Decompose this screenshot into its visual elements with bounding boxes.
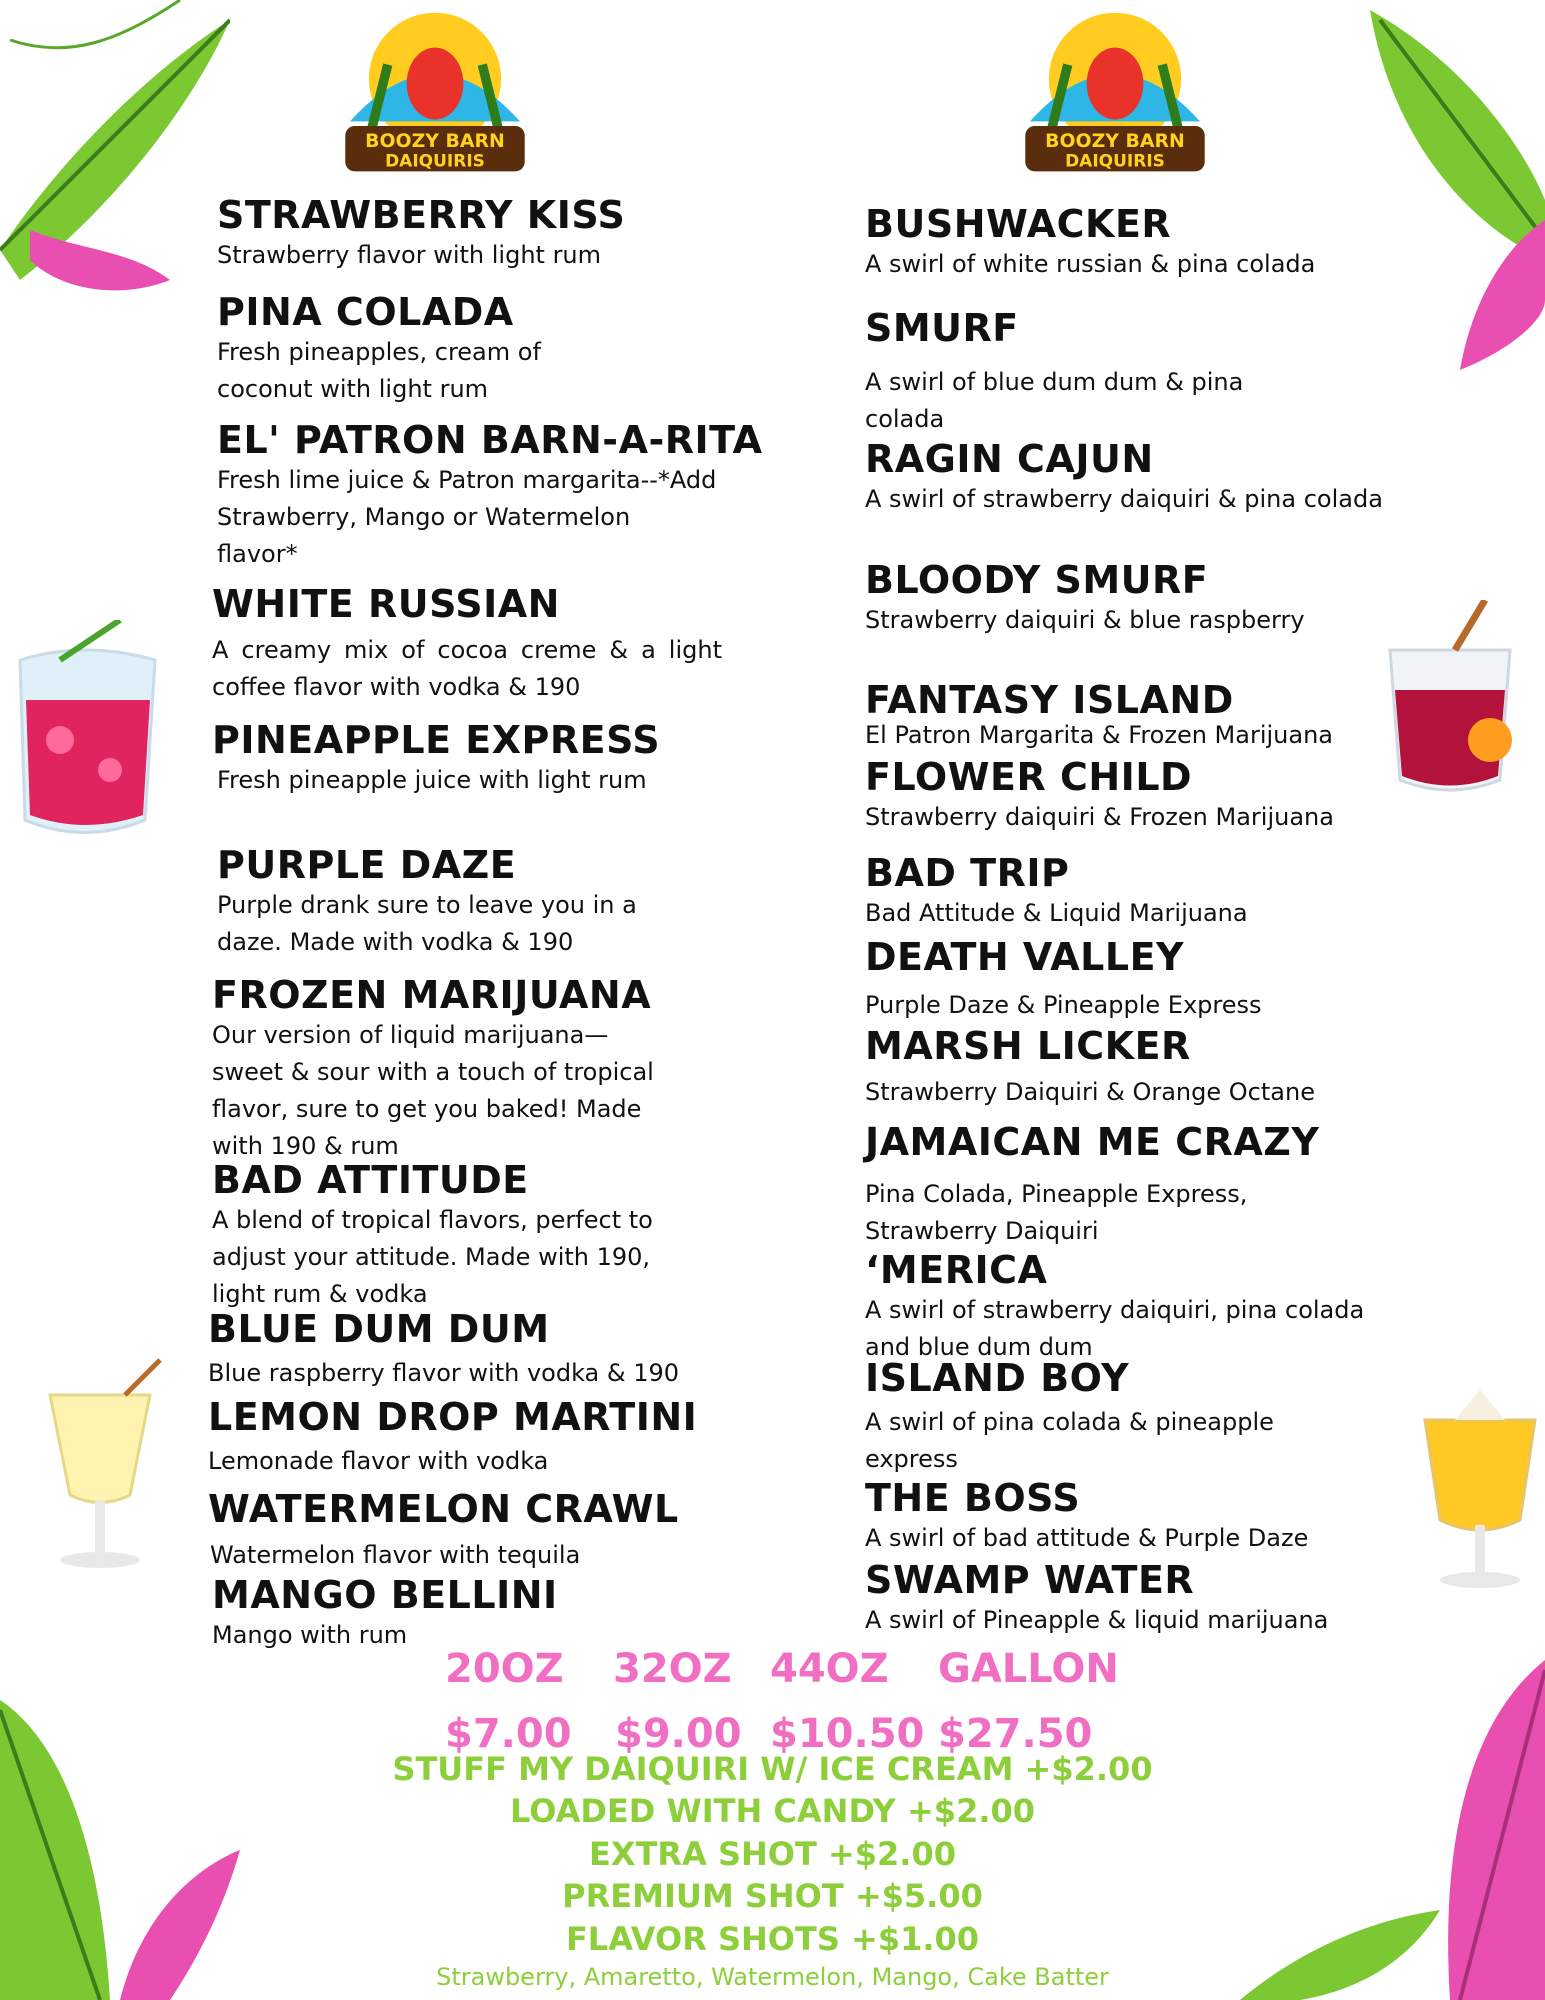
menu-item [865,1248,1365,1366]
menu-item [217,290,617,408]
size-row [0,1646,1545,1696]
menu-item [212,973,672,1165]
size-label: GALLON [938,1646,1119,1692]
addon-line: EXTRA SHOT +$2.00 [589,1835,956,1873]
addon-line: FLAVOR SHOTS +$1.00 [565,1920,980,1958]
menu-item [217,193,697,274]
item-name: DEATH VALLEY [865,935,1185,979]
menu-item [865,1120,1345,1250]
item-name: BLOODY SMURF [865,558,1209,602]
logo-line1: BOOZY BARN [1045,129,1185,152]
item-desc: Fresh pineapple juice with light rum [217,766,647,794]
item-desc: Purple drank sure to leave you in a daze. Made with vodka & 190 [217,891,637,956]
menu-item [212,1573,772,1654]
palm-leaf-top-left [0,0,230,300]
item-name: BAD TRIP [865,851,1070,895]
item-name: JAMAICAN ME CRAZY [865,1120,1320,1164]
menu-item [212,1158,702,1313]
item-desc: Purple Daze & Pineapple Express [865,991,1262,1019]
item-name: FLOWER CHILD [865,755,1193,799]
size-label: 32OZ [613,1646,732,1692]
item-desc: Mango with rum [212,1621,408,1649]
yellow-cocktail-glass-icon [1415,1380,1545,1600]
menu-item [865,437,1385,518]
item-desc: A swirl of white russian & pina colada [865,250,1316,278]
menu-item [217,843,707,961]
item-name: SWAMP WATER [865,1558,1195,1602]
menu-item [865,1356,1345,1478]
item-desc: Our version of liquid marijuana—sweet & sour with a touch of tropical flavor, sure to get you baked! Made with 190 & rum [212,1021,654,1160]
palm-leaf-top-right [1310,0,1545,380]
logo-line2: DAIQUIRIS [385,151,485,172]
item-name: LEMON DROP MARTINI [208,1395,698,1439]
item-name: RAGIN CAJUN [865,437,1154,481]
boozy-barn-logo-right [1005,8,1225,178]
menu-item [865,755,1425,836]
item-desc: Fresh pineapples, cream of coconut with light rum [217,338,541,403]
item-name: BAD ATTITUDE [212,1158,529,1202]
price-value: $10.50 [770,1711,925,1757]
item-name: PINA COLADA [217,290,514,334]
item-name: PINEAPPLE EXPRESS [212,718,661,762]
item-name: FANTASY ISLAND [865,678,1234,722]
item-desc: A swirl of strawberry daiquiri, pina colada and blue dum dum [865,1296,1365,1361]
menu-item [208,1395,768,1480]
size-label: 44OZ [770,1646,889,1692]
menu-item [865,1476,1425,1557]
item-desc: Blue raspberry flavor with vodka & 190 [208,1359,680,1387]
logo-line2: DAIQUIRIS [1065,151,1165,172]
menu-item [865,558,1305,639]
menu-item [208,1307,768,1392]
item-name: STRAWBERRY KISS [217,193,626,237]
item-name: ISLAND BOY [865,1356,1130,1400]
menu-item [865,935,1425,1024]
menu-item [865,1558,1425,1639]
item-desc: A swirl of blue dum dum & pina colada [865,368,1244,433]
menu-item [865,202,1425,283]
item-desc: A creamy mix of cocoa creme & a light coffee flavor with vodka & 190 [212,636,722,701]
item-name: MANGO BELLINI [212,1573,558,1617]
addon-line: LOADED WITH CANDY +$2.00 [509,1792,1036,1830]
menu-item [865,680,1405,750]
menu-item [865,851,1425,932]
item-name: FROZEN MARIJUANA [212,973,652,1017]
menu-item [217,418,763,573]
boozy-barn-logo-left [325,8,545,178]
addon-line: STUFF MY DAIQUIRI W/ ICE CREAM +$2.00 [392,1750,1153,1788]
item-desc: A swirl of bad attitude & Purple Daze [865,1524,1309,1552]
item-desc: Strawberry daiquiri & Frozen Marijuana [865,803,1334,831]
item-name: BUSHWACKER [865,202,1172,246]
apple-cocktail-glass-icon [35,1355,165,1575]
item-desc: Strawberry daiquiri & blue raspberry [865,606,1305,634]
size-label: 20OZ [445,1646,564,1692]
item-name: WHITE RUSSIAN [212,582,560,626]
item-name: ‘MERICA [865,1248,1048,1292]
item-name: PURPLE DAZE [217,843,517,887]
item-name: BLUE DUM DUM [208,1307,550,1351]
item-desc: Bad Attitude & Liquid Marijuana [865,899,1248,927]
red-cocktail-glass-icon [0,620,170,850]
item-desc: A blend of tropical flavors, perfect to adjust your attitude. Made with 190, light rum & vodka [212,1206,653,1308]
item-desc: Watermelon flavor with tequila [210,1541,581,1569]
logo-line1: BOOZY BARN [365,129,505,152]
item-name: WATERMELON CRAWL [208,1487,679,1531]
price-value: $27.50 [938,1711,1093,1757]
item-desc: A swirl of pina colada & pineapple express [865,1408,1274,1473]
item-desc: Pina Colada, Pineapple Express, Strawberry Daiquiri [865,1180,1248,1245]
menu-item [865,306,1325,438]
flavor-list: Strawberry, Amaretto, Watermelon, Mango, Cake Batter [436,1963,1109,1991]
menu-item [212,582,722,706]
item-desc: El Patron Margarita & Frozen Marijuana [865,721,1333,749]
item-desc: Fresh lime juice & Patron margarita--*Add Strawberry, Mango or Watermelon flavor* [217,466,717,568]
item-name: MARSH LICKER [865,1024,1191,1068]
menu-item [208,1487,768,1574]
item-name: EL' PATRON BARN-A-RITA [217,418,763,462]
price-value: $9.00 [615,1711,742,1757]
price-value: $7.00 [445,1711,572,1757]
item-desc: Lemonade flavor with vodka [208,1447,549,1475]
item-desc: Strawberry flavor with light rum [217,241,602,269]
item-desc: Strawberry Daiquiri & Orange Octane [865,1078,1315,1106]
menu-item [212,718,682,799]
item-name: SMURF [865,306,1019,350]
item-desc: A swirl of Pineapple & liquid marijuana [865,1606,1329,1634]
menu-item [865,1024,1425,1111]
item-desc: A swirl of strawberry daiquiri & pina colada [865,485,1383,513]
addon-line: PREMIUM SHOT +$5.00 [562,1877,983,1915]
item-name: THE BOSS [865,1476,1081,1520]
